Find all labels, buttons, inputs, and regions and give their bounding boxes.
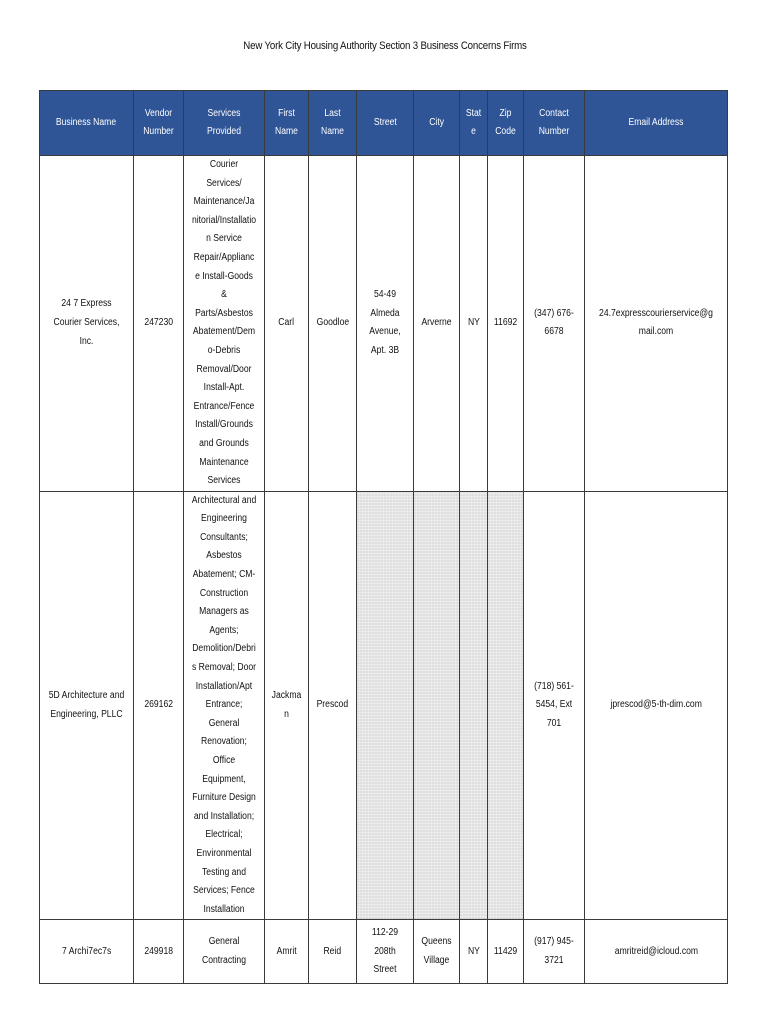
- table-row: [40, 920, 728, 984]
- cell-business-name: 7 Archi7ec7s: [40, 920, 134, 984]
- cell-street: 54-49 Almeda Avenue, Apt. 3B: [357, 156, 414, 492]
- header-zip: Zip Code: [488, 91, 524, 156]
- cell-contact: (718) 561-5454, Ext 701: [524, 491, 585, 920]
- cell-first-name: Jackman: [265, 491, 309, 920]
- cell-contact: (347) 676-6678: [524, 156, 585, 492]
- cell-email: 24.7expresscourierservice@gmail.com: [585, 156, 728, 492]
- cell-state: NY: [460, 156, 488, 492]
- cell-city: Queens Village: [414, 920, 460, 984]
- cell-zip: 11692: [488, 156, 524, 492]
- header-contact: Contact Number: [524, 91, 585, 156]
- cell-last-name: Prescod: [309, 491, 357, 920]
- header-last-name: Last Name: [309, 91, 357, 156]
- cell-state: NY: [460, 920, 488, 984]
- cell-business-name: 24 7 Express Courier Services, Inc.: [40, 156, 134, 492]
- firms-table: [39, 90, 728, 984]
- table-row: [40, 156, 728, 492]
- cell-services: Architectural and Engineering Consultants; Asbestos Abatement; CM-Construction Managers as Agents; Demolition/Debris Removal; Door Installation/Apt Entrance; General Renovation; Office Equipment, Furniture Design and Installation; Electrical; Environmental Testing and Services; Fence Installation: [184, 491, 265, 920]
- cell-email: amritreid@icloud.com: [585, 920, 728, 984]
- cell-services: General Contracting: [184, 920, 265, 984]
- header-email: Email Address: [585, 91, 728, 156]
- cell-email: jprescod@5-th-dim.com: [585, 491, 728, 920]
- cell-street: 112-29 208th Street: [357, 920, 414, 984]
- cell-street-blank: [357, 491, 414, 920]
- header-vendor-number: Vendor Number: [134, 91, 184, 156]
- cell-business-name: 5D Architecture and Engineering, PLLC: [40, 491, 134, 920]
- cell-zip-blank: [488, 491, 524, 920]
- header-street: Street: [357, 91, 414, 156]
- cell-contact: (917) 945-3721: [524, 920, 585, 984]
- cell-zip: 11429: [488, 920, 524, 984]
- document-title: New York City Housing Authority Section 3 Business Concerns Firms: [243, 40, 527, 52]
- header-first-name: First Name: [265, 91, 309, 156]
- header-row: [40, 91, 728, 156]
- header-services: Services Provided: [184, 91, 265, 156]
- header-business-name: Business Name: [40, 91, 134, 156]
- table-row: [40, 491, 728, 920]
- cell-first-name: Carl: [265, 156, 309, 492]
- cell-services: Courier Services/ Maintenance/Janitorial/Installation Service Repair/Appliance Install-Goods & Parts/Asbestos Abatement/Demo-Debris Removal/Door Install-Apt. Entrance/Fence Install/Grounds and Grounds Maintenance Services: [184, 156, 265, 492]
- cell-first-name: Amrit: [265, 920, 309, 984]
- header-city: City: [414, 91, 460, 156]
- cell-vendor-number: 247230: [134, 156, 184, 492]
- header-state: State: [460, 91, 488, 156]
- cell-city-blank: [414, 491, 460, 920]
- cell-last-name: Reid: [309, 920, 357, 984]
- cell-state-blank: [460, 491, 488, 920]
- cell-vendor-number: 249918: [134, 920, 184, 984]
- cell-vendor-number: 269162: [134, 491, 184, 920]
- cell-city: Arverne: [414, 156, 460, 492]
- cell-last-name: Goodloe: [309, 156, 357, 492]
